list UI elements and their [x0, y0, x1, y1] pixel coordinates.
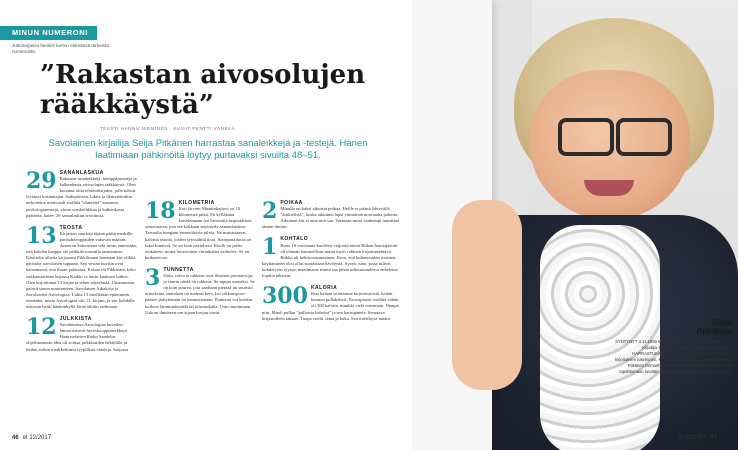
number-item	[262, 236, 402, 279]
number-item	[26, 225, 138, 310]
section-tag: MINUN NUMERONI	[0, 26, 97, 40]
item-keyword: JULKKISTA	[59, 316, 92, 323]
item-text: Savolaisensa Astrologiaa kuvailen humoristisesti horoskooppimerkkejä. Haatriselaisen Radio Sandelin ohjeilmaansan idea oli soittaa julkkisaiden hekilöille ja tiedaa, mihin merkkeihinsä tyypillisiä ehtaleja. Sarjassa	[26, 322, 129, 352]
column-3	[262, 200, 402, 432]
item-text: Minulla on kaksi aikuista poikaa. Heille ei pitänä lähtevällä ”äitikielistä”, koska aikuinen lapsi ymmärtää normaalia puhetta. Aikuinen äiti ei aina niin saa. Varmaan moni vanhempi tunnistaa tämän ilmiön.	[262, 206, 400, 230]
item-text: Usko, toivo ja rakkaus ovat ihmisen perusarvoja, ja suurin niistä on rakkaus. Se tapipu moneksi. Se on kuin pourea, jota saadtaan pientää tai suurista armoksina, mutalaen tai mateun kera. Iso rakkausporo-pääsee järkyttämän tai kaunistamaan. Ilaimetta voi koettaa korkeat lämmittäistäälä tai tulustuikalla. Usko nuotimaan. Uskoni ihmiseen sen sijaan horjuu usein.	[145, 273, 255, 315]
right-page-number: 47	[710, 435, 718, 441]
column-1	[26, 170, 138, 432]
bio-box	[612, 318, 732, 375]
item-number: 300	[262, 285, 308, 310]
item-text: Rakastan sanaleikkejä, hömppäjuonteja ja kalkenkasia aivosolujen rääkkäystä. Olen koonnut niitä tehtäväkirjaksi, jolle tulivat löytänyt kustantajan. Sadepäivien, lukite ja illanviettoihin tarkoitetun materiaali sisältää ”tilanteitä” sanomia, psykologiatestejä, väeen symboliikkaa ja kalkenkasta päätteita, katee: 29 sananlaskun arvoitusta.	[26, 176, 137, 218]
item-number: 12	[26, 316, 57, 341]
bio-text: SYNTYNYT 3.11.1959 Maaningalla, missä edelleen asuu. TYÖ Kirjailija. PERHE Avomies ja kaksi aikuista lasta. HARRASTUKSET Lukeminen, valokuvaus, sanaleikit, kirjoituksen lukeminen, kaivo uimaharteiden. AJANKOHTAISTA Pitkänen farmanhally mielikuvankiinteän vein kirjastossa tapahtumaan kevään matkailija tai tuulokoulussa äänikirjana.	[615, 339, 732, 374]
item-keyword: KILOMETRIÄ	[178, 200, 215, 206]
bio-first-name: Seija	[712, 317, 732, 327]
item-keyword: TEOSTA	[59, 224, 83, 231]
item-number: 2	[262, 200, 278, 224]
photo-glasses-right	[616, 118, 672, 156]
number-item	[145, 267, 257, 316]
left-folio	[12, 435, 51, 441]
headline: ”Rakastan aivosolujen rääkkäystä”	[40, 60, 366, 120]
item-keyword: KOHTALO	[280, 236, 309, 243]
left-page-number: 46	[12, 435, 19, 441]
item-keyword: TUNNETTA	[163, 266, 194, 273]
left-magazine-issue: et 12/2017	[22, 435, 52, 441]
item-number: 3	[145, 266, 161, 291]
lede: Savolainen kirjailija Seija Pitkänen harrastaa sanaleikkejä ja -testejä. Hänen laatimiaan pähkinöitä löytyy purtavaksi sivuilta 48–51.	[48, 138, 368, 161]
section-description: Juttusarjassa henkilö kertoo elämänsä tärkeistä numeroista.	[12, 43, 109, 54]
photo-glasses-left	[558, 118, 614, 156]
item-text: Kun haluan irrottautua kirjoitustöistä, kettän kunnon pullakahvit. Korvapuusti sisältää vähän yli 300 kaloria, munkki vielä enemmän. Nämpä niin. Mind: pullan ”pullaisia kahvini” ja sen karrupanela. Seuraava kirjastolleen takaan. Tuopa viellä, tämä ja kuka. Sen mielihyvä määrä.	[262, 291, 399, 321]
item-keyword: KALORIA	[310, 285, 338, 292]
number-item	[262, 200, 402, 230]
bio-last-name: Pitkänen	[696, 326, 732, 336]
item-number: 29	[26, 170, 57, 194]
number-item	[26, 316, 138, 353]
item-keyword: POIKAA	[280, 200, 303, 206]
right-folio	[678, 435, 721, 441]
right-magazine-issue: et 12/2017	[678, 435, 707, 441]
portrait-photo	[412, 0, 738, 450]
photo-hand	[452, 200, 522, 390]
column-2	[145, 200, 257, 432]
item-text: Runo 19-vuotiaana kuolleen veljentyttäreni Riikan haastajaisiin oli elämän haasteellisin mutta myös rakkain kirjoitustehtävä. Riikka oli kehitysvammainen. Kom, että kultaenoiden fraasien käyttäminen olisi ollut suorastaan hävätystä. Synyti runo, jossa tulivat kohdetyyni tyynyn maailmaan, mutta saa pihan urheuasuudessa enkeleina lopulta takaisin.	[262, 242, 398, 279]
item-text: Kirjaston suurkäyttäjänä panin merkille parisuhdeoppaiden vahavan määrän. Aviaeron kokeneena toki tiesin ennestään, että kahden kauppa ole pelkkää ruusuilla tanssimista. Käsittelin aihetta kirjassani Pikkilinnen harmaan käy elikkä parisuhe suvolaisen tuppaan. Sen verran kuvitin ovat kaivanneen, että ilman palauttaa. Kolme oli Pikkiisten koko vakkaustarinan kirjassa Kaikki se kurtu kaukaen luiboo. Olen kirjoittanut 13 kirjaa ja tehen näytelmää. Uusimmissa palasit sanon marttenseen. Savolaisen Aikakirja ja Savolaisten Astrologiaa. Lukia 13 mielletään epäonneen etenenkä, mutta Astrologiaa olii 13. kirjani, ja sen kohdalla uskosun heitti hänkenkyllä Siinä tähtiin radionata.	[26, 230, 137, 309]
item-number: 13	[26, 224, 57, 249]
item-number: 18	[145, 200, 176, 224]
item-text: Koti järveni Maaninkajärvi on 18 kilometriä pitkä. En kylläkään kaiselennaan ten luvonutta inspiraatiota tanssimassa, jota erä kokkaan näyttäydy samanlaistina. Taivaalta bongaan erimoidoisia pilviä. Ne muistuttavat kaloitta asioita, joiden syyssähtiä tiraa. Ateriponailassa on luksi kinnissä. Se on kuin näyteltesa. Roolli on jaetto etukäteen, mutta lavastoinen väriaikalna vaihtelee. Se on huikaisevaa.	[145, 206, 252, 260]
credits: TEKSTI HANNU NIEMINEN · KUVAT PENTTI VÄNSKÄ	[100, 126, 236, 131]
item-number: 1	[262, 236, 278, 261]
number-item	[26, 170, 138, 219]
number-item	[145, 200, 257, 261]
item-keyword: SANANLASKUA	[59, 170, 104, 176]
number-item	[262, 285, 402, 322]
